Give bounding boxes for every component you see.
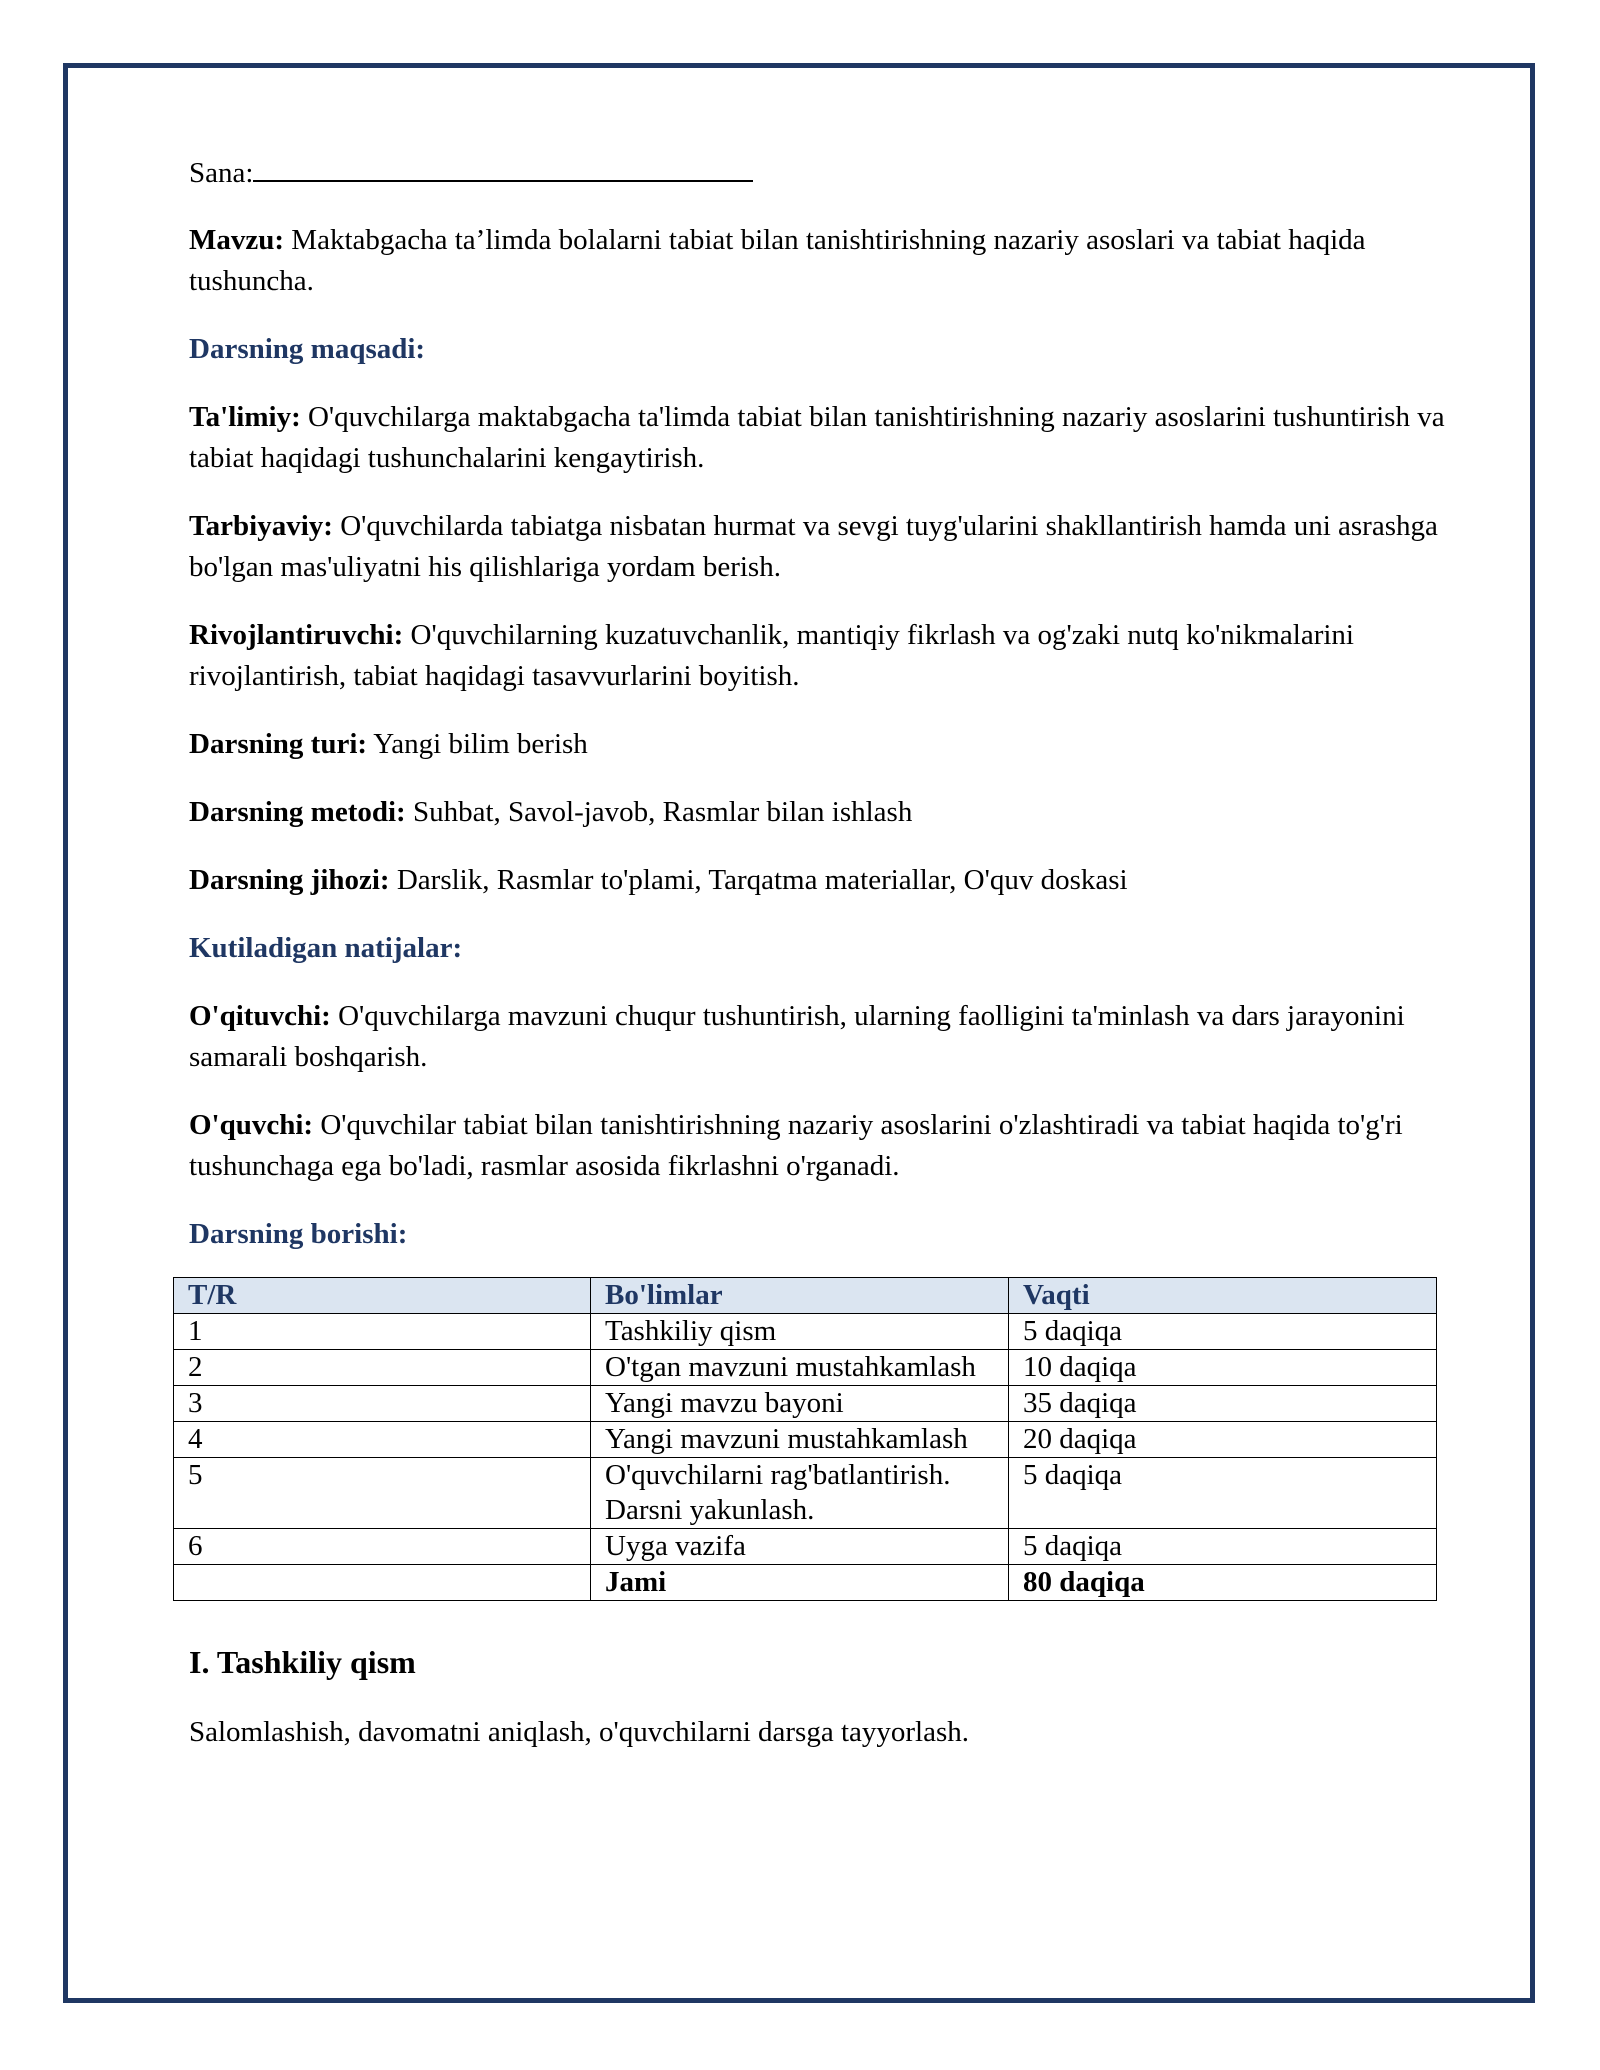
result-teacher (189, 996, 1459, 1078)
date-label: Sana: (189, 157, 254, 189)
table-header-row (174, 1278, 1437, 1314)
row-time: 35 daqiqa (1009, 1386, 1437, 1422)
row-time: 5 daqiqa (1009, 1314, 1437, 1350)
row-time: 10 daqiqa (1009, 1350, 1437, 1386)
section-text: Salomlashish, davomatni aniqlash, o'quvchilarni darsga tayyorlash. (189, 1716, 970, 1748)
table-row (174, 1350, 1437, 1386)
goal-heading: Darsning maqsadi: (189, 333, 426, 365)
header-number: T/R (174, 1278, 591, 1314)
goal-label: Tarbiyaviy: (189, 510, 333, 542)
goal-text: O'quvchilarga maktabgacha ta'limda tabiat bilan tanishtirishning nazariy asoslarini tushuntirish va tabiat haqidagi tushunchalarini kengaytirish. (189, 401, 1445, 474)
table-row (174, 1386, 1437, 1422)
lesson-equipment (189, 860, 1459, 901)
date-blank (253, 148, 753, 182)
goal-upbringing (189, 506, 1459, 588)
topic-label: Mavzu: (189, 224, 285, 256)
table-total-row (174, 1565, 1437, 1601)
total-time: 80 daqiqa (1009, 1565, 1437, 1601)
row-section: Yangi mavzuni mustahkamlash (591, 1422, 1009, 1458)
goal-developmental (189, 615, 1459, 697)
date-line (189, 148, 1459, 194)
goal-label: Rivojlantiruvchi: (189, 619, 404, 651)
row-time: 5 daqiqa (1009, 1458, 1437, 1529)
lesson-type (189, 724, 1459, 765)
progress-heading: Darsning borishi: (189, 1218, 408, 1250)
result-student (189, 1105, 1459, 1187)
row-section: Tashkiliy qism (591, 1314, 1009, 1350)
row-section: O'tgan mavzuni mustahkamlash (591, 1350, 1009, 1386)
row-number: 2 (174, 1350, 591, 1386)
table-row (174, 1458, 1437, 1529)
topic-paragraph (189, 220, 1459, 302)
result-label: O'qituvchi: (189, 1000, 331, 1032)
row-time: 5 daqiqa (1009, 1529, 1437, 1565)
row-number: 5 (174, 1458, 591, 1529)
info-text: Darslik, Rasmlar to'plami, Tarqatma materiallar, O'quv doskasi (389, 864, 1128, 896)
total-number (174, 1565, 591, 1601)
lesson-method (189, 792, 1459, 833)
row-section: Yangi mavzu bayoni (591, 1386, 1009, 1422)
row-number: 6 (174, 1529, 591, 1565)
header-time: Vaqti (1009, 1278, 1437, 1314)
info-text: Suhbat, Savol-javob, Rasmlar bilan ishlash (405, 796, 913, 828)
info-label: Darsning turi: (189, 728, 368, 760)
info-text: Yangi bilim berish (367, 728, 588, 760)
goal-text: O'quvchilarda tabiatga nisbatan hurmat va sevgi tuyg'ularini shakllantirish hamda uni asrashga bo'lgan mas'uliyatni his qilishlariga yordam berish. (189, 510, 1438, 583)
result-text: O'quvchilar tabiat bilan tanishtirishning nazariy asoslarini o'zlashtiradi va tabiat haqida to'g'ri tushunchaga ega bo'ladi, rasmlar asosida fikrlashni o'rganadi. (189, 1109, 1403, 1182)
goal-educational (189, 397, 1459, 479)
row-number: 1 (174, 1314, 591, 1350)
row-number: 3 (174, 1386, 591, 1422)
info-label: Darsning metodi: (189, 796, 406, 828)
topic-text: Maktabgacha ta’limda bolalarni tabiat bilan tanishtirishning nazariy asoslari va tabiat haqida tushuncha. (189, 224, 1366, 297)
section-title: I. Tashkiliy qism (189, 1644, 416, 1680)
goal-label: Ta'limiy: (189, 401, 301, 433)
table-row (174, 1529, 1437, 1565)
row-section: O'quvchilarni rag'batlantirish. Darsni yakunlash. (591, 1458, 1009, 1529)
results-heading: Kutiladigan natijalar: (189, 932, 463, 964)
table-row (174, 1314, 1437, 1350)
result-label: O'quvchi: (189, 1109, 314, 1141)
info-label: Darsning jihozi: (189, 864, 390, 896)
lesson-plan-table (173, 1277, 1437, 1601)
header-sections: Bo'limlar (591, 1278, 1009, 1314)
table-row (174, 1422, 1437, 1458)
result-text: O'quvchilarga mavzuni chuqur tushuntirish, ularning faolligini ta'minlash va dars jarayonini samarali boshqarish. (189, 1000, 1405, 1073)
row-time: 20 daqiqa (1009, 1422, 1437, 1458)
document-body (189, 148, 1459, 1780)
row-section: Uyga vazifa (591, 1529, 1009, 1565)
total-label: Jami (591, 1565, 1009, 1601)
row-number: 4 (174, 1422, 591, 1458)
goal-text: O'quvchilarning kuzatuvchanlik, mantiqiy fikrlash va og'zaki nutq ko'nikmalarini rivojlantirish, tabiat haqidagi tasavvurlarini boyitish. (189, 619, 1354, 692)
